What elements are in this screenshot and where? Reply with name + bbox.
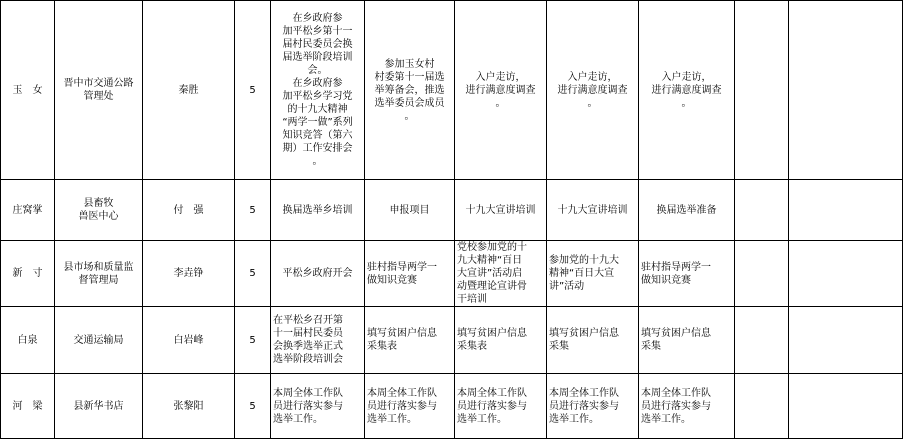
person-cell: 白岩峰 xyxy=(143,307,235,374)
count-cell: 5 xyxy=(235,307,271,374)
day-cell: 平松乡政府开会 xyxy=(271,241,365,307)
day-cell: 入户走访， 进行满意度调查 。 xyxy=(455,1,547,180)
unit-cell: 晋中市交通公路 管理处 xyxy=(55,1,143,180)
person-cell: 付 强 xyxy=(143,180,235,241)
day-cell: 换届选举准备 xyxy=(639,180,735,241)
person-cell: 李垚铮 xyxy=(143,241,235,307)
day-cell xyxy=(789,307,903,374)
village-cell: 新 寸 xyxy=(1,241,55,307)
count-cell: 5 xyxy=(235,1,271,180)
day-cell xyxy=(735,180,789,241)
village-cell: 庄窝掌 xyxy=(1,180,55,241)
day-cell: 填写贫困户信息 采集表 xyxy=(365,307,455,374)
day-cell xyxy=(735,374,789,439)
count-cell: 5 xyxy=(235,180,271,241)
day-cell: 入户走访， 进行满意度调查 。 xyxy=(547,1,639,180)
village-cell: 玉 女 xyxy=(1,1,55,180)
day-cell: 本周全体工作队 员进行落实参与 选举工作。 xyxy=(365,374,455,439)
unit-cell: 县新华书店 xyxy=(55,374,143,439)
table-row xyxy=(1,180,903,241)
unit-cell: 交通运输局 xyxy=(55,307,143,374)
table-row xyxy=(1,241,903,307)
table-row xyxy=(1,307,903,374)
day-cell: 换届选举乡培训 xyxy=(271,180,365,241)
day-cell: 十九大宣讲培训 xyxy=(547,180,639,241)
day-cell: 参加党的十九大 精神“百日大宣 讲”活动 xyxy=(547,241,639,307)
day-cell: 在平松乡召开第 十一届村民委员 会换季选举正式 选举阶段培训会 xyxy=(271,307,365,374)
day-cell: 本周全体工作队 员进行落实参与 选举工作。 xyxy=(455,374,547,439)
person-cell: 张黎阳 xyxy=(143,374,235,439)
village-cell: 白泉 xyxy=(1,307,55,374)
day-cell: 本周全体工作队 员进行落实参与 选举工作。 xyxy=(271,374,365,439)
day-cell: 填写贫困户信息 采集 xyxy=(547,307,639,374)
day-cell xyxy=(789,374,903,439)
day-cell xyxy=(735,241,789,307)
day-cell xyxy=(789,1,903,180)
day-cell xyxy=(789,241,903,307)
day-cell: 参加玉女村 村委第十一届选 举筹备会，推选 选举委员会成员 。 xyxy=(365,1,455,180)
day-cell xyxy=(735,307,789,374)
unit-cell: 县畜牧 兽医中心 xyxy=(55,180,143,241)
person-cell: 秦胜 xyxy=(143,1,235,180)
day-cell: 驻村指导两学一 做知识竞赛 xyxy=(365,241,455,307)
unit-cell: 县市场和质量监 督管理局 xyxy=(55,241,143,307)
day-cell: 驻村指导两学一 做知识竞赛 xyxy=(639,241,735,307)
day-cell: 本周全体工作队 员进行落实参与 选举工作。 xyxy=(547,374,639,439)
day-cell xyxy=(789,180,903,241)
day-cell: 填写贫困户信息 采集 xyxy=(639,307,735,374)
village-cell: 河 梁 xyxy=(1,374,55,439)
day-cell: 本周全体工作队 员进行落实参与 选举工作。 xyxy=(639,374,735,439)
table-row xyxy=(1,374,903,439)
day-cell: 入户走访， 进行满意度调查 。 xyxy=(639,1,735,180)
day-cell: 填写贫困户信息 采集表 xyxy=(455,307,547,374)
count-cell: 5 xyxy=(235,374,271,439)
count-cell: 5 xyxy=(235,241,271,307)
day-cell: 十九大宣讲培训 xyxy=(455,180,547,241)
day-cell: 申报项目 xyxy=(365,180,455,241)
day-cell xyxy=(735,1,789,180)
day-cell: 党校参加党的十 九大精神“百日 大宣讲”活动启 动暨理论宣讲骨 干培训 xyxy=(455,241,547,307)
day-cell: 在乡政府参 加平松乡第十一 届村民委员会换 届选举阶段培训 会。 在乡政府参 加平松乡学习党 的十九大精神 “两学一做”系列 知识竞答（第六 期）工作安排会 。 xyxy=(271,1,365,180)
table-row xyxy=(1,1,903,180)
